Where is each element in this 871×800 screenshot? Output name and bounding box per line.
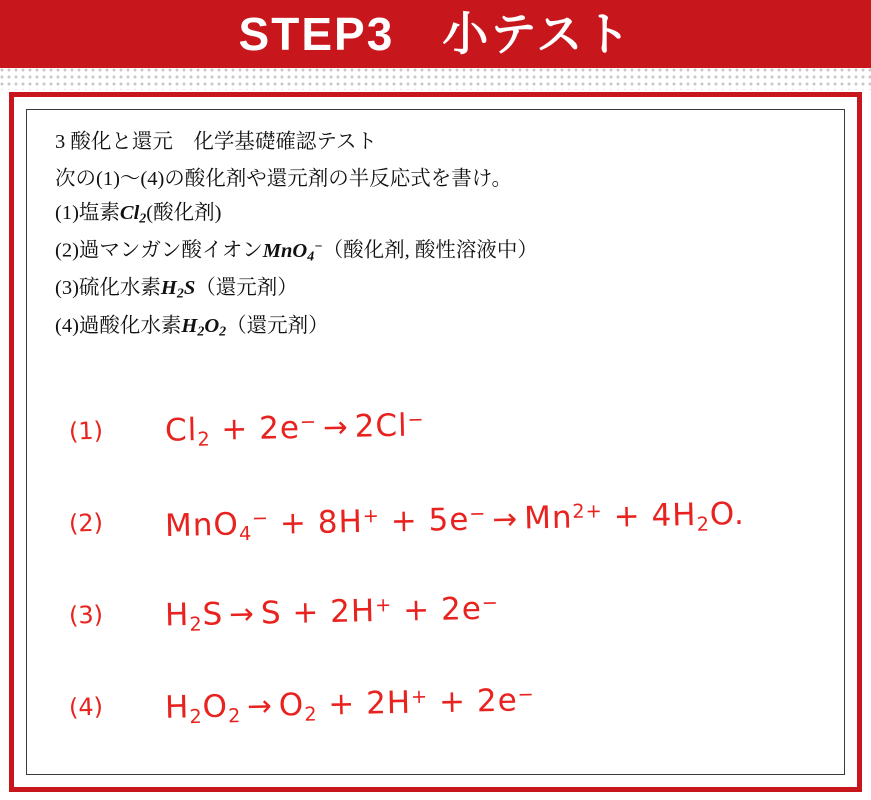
answer-row-3 <box>68 590 809 686</box>
answer-2-number: (2) <box>68 508 104 538</box>
worksheet-instruction: 次の(1)〜(4)の酸化剤や還元剤の半反応式を書け。 <box>55 167 512 190</box>
question-item-2 <box>55 240 815 264</box>
question-3-formula: $H_2S$ <box>160 277 196 302</box>
question-3-number: (3) <box>55 277 79 300</box>
question-2-number: (2) <box>55 239 79 262</box>
worksheet-heading: 3 酸化と還元 化学基礎確認テスト <box>55 131 378 153</box>
question-4-note: （還元剤） <box>226 314 329 337</box>
printed-question-block <box>55 132 815 353</box>
answer-4-equation: H2O2 → O2 + 2H+ + 2e− <box>164 682 535 729</box>
worksheet-card <box>9 92 862 792</box>
handwritten-answers <box>68 407 809 775</box>
question-item-3 <box>55 278 815 301</box>
question-1-note: (酸化剤) <box>146 202 222 224</box>
answer-row-1 <box>68 407 809 502</box>
answer-2-equation: $MnO4^- + 8H^+ + 5e^- \to Mn^{2+} + 4H2O$. <box>164 495 746 546</box>
question-4-formula: $H_2O_2$ <box>181 314 227 340</box>
question-1-text: 塩素 <box>78 202 120 224</box>
answer-row-2 <box>68 495 809 594</box>
question-2-note: （酸化剤, 酸性溶液中） <box>322 239 538 262</box>
question-2-text: 過マンガン酸イオン <box>78 239 263 262</box>
answer-3-number: (3) <box>68 600 104 630</box>
question-1-number: (1) <box>55 202 79 224</box>
question-4-number: (4) <box>55 314 79 337</box>
question-3-note: （還元剤） <box>195 277 298 300</box>
banner-title: STEP3 小テスト <box>238 8 633 60</box>
answer-1-number: (1) <box>68 416 104 446</box>
worksheet-card-inner <box>26 109 845 775</box>
question-2-formula: MnO$_4$− <box>262 239 323 265</box>
question-4-text: 過酸化水素 <box>78 314 182 337</box>
header-banner <box>0 0 871 68</box>
answer-3-equation: H2S → S + 2H+ + 2e− <box>164 590 500 636</box>
question-3-text: 硫化水素 <box>78 277 161 300</box>
question-item-1 <box>55 203 815 226</box>
question-1-formula: $Cl_2$ <box>119 202 147 227</box>
answer-row-4 <box>68 682 809 775</box>
answer-1-equation: Cl2 + 2e− → 2Cl− <box>164 407 425 451</box>
answer-4-number: (4) <box>68 692 104 722</box>
question-item-4 <box>55 316 815 339</box>
dotted-separator <box>0 68 871 90</box>
